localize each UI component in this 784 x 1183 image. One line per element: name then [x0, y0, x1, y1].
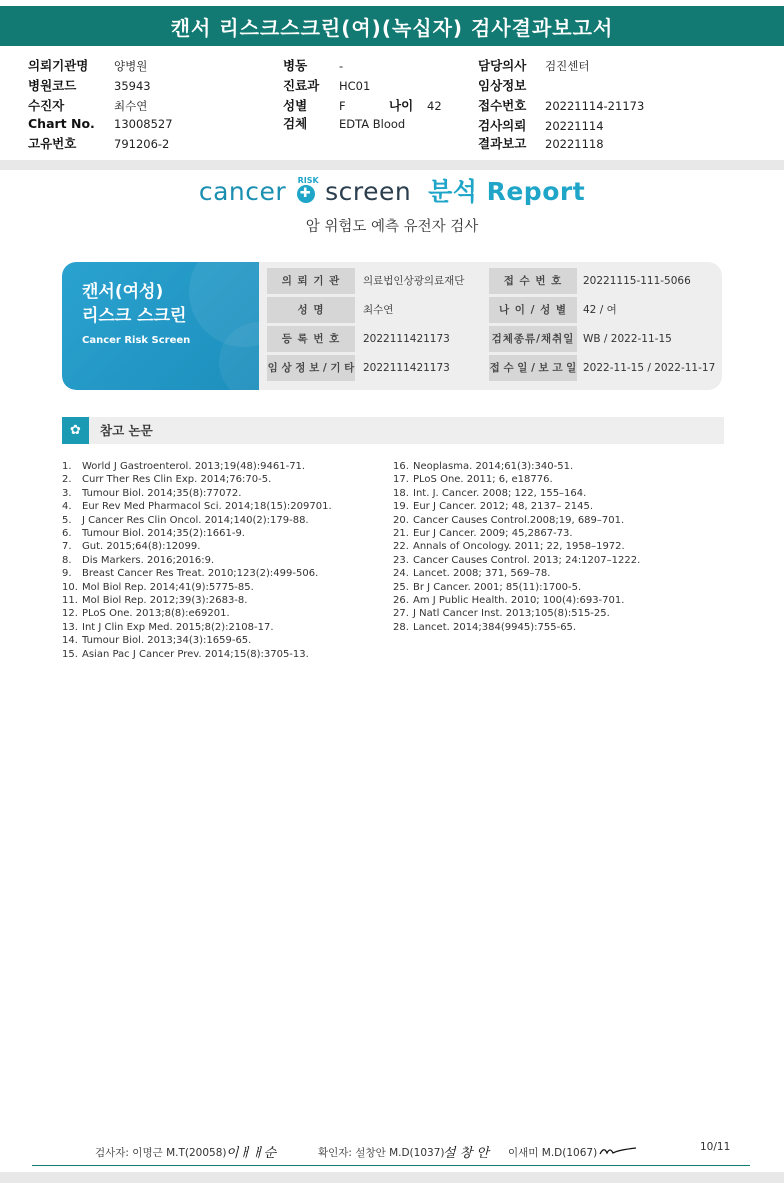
header-label: Chart No.	[28, 116, 95, 131]
reference-text: Tumour Biol. 2013;34(3):1659-65.	[82, 635, 252, 647]
header-value: F	[339, 99, 346, 113]
header-row-sex	[283, 96, 442, 114]
reference-text: Neoplasma. 2014;61(3):340-51.	[413, 461, 574, 472]
reference-text: Int. J. Cancer. 2008; 122, 155–164.	[413, 487, 587, 499]
reference-text: Asian Pac J Cancer Prev. 2014;15(8):3705-13.	[82, 648, 309, 660]
reference-item	[393, 594, 624, 607]
info-value: WB / 2022-11-15	[583, 333, 672, 345]
reference-item	[393, 554, 640, 567]
header-label: 접수번호	[478, 98, 527, 113]
info-value: 20221115-111-5066	[583, 275, 691, 287]
panel-title-en: Cancer Risk Screen	[82, 335, 191, 346]
reference-item	[62, 527, 245, 540]
reference-text: Eur J Cancer. 2009; 45,2867-73.	[413, 528, 573, 539]
reference-item	[62, 607, 230, 620]
reference-number: 1.	[62, 461, 72, 472]
reference-text: Tumour Biol. 2014;35(2):1661-9.	[82, 528, 245, 539]
info-label: 등 록 번 호	[267, 326, 355, 352]
reference-text: Eur Rev Med Pharmacol Sci. 2014;18(15):209701.	[82, 501, 332, 513]
reference-item	[393, 514, 624, 527]
reference-number: 25.	[393, 581, 409, 593]
info-value: 최수연	[363, 304, 394, 316]
reference-item	[393, 540, 625, 553]
info-value: 2022-11-15 / 2022-11-17	[583, 362, 716, 374]
reference-text: Mol Biol Rep. 2012;39(3):2683-8.	[82, 595, 248, 606]
reference-number: 21.	[393, 528, 409, 539]
header-value: 13008527	[114, 117, 173, 131]
reference-text: Cancer Causes Control. 2013; 24:1207–1222.	[413, 554, 641, 566]
reference-text: Lancet. 2008; 371, 569–78.	[413, 568, 551, 580]
header-value: 791206-2	[114, 137, 170, 151]
header-row-hospital	[28, 56, 147, 74]
references-section-header	[62, 417, 724, 444]
header-row-clinical-info	[478, 76, 545, 94]
header-value: 20221118	[545, 137, 604, 151]
reference-item	[393, 607, 610, 620]
reference-text: PLoS One. 2011; 6, e18776.	[413, 474, 553, 486]
info-value: 2022111421173	[363, 333, 450, 345]
header-value: 최수연	[114, 99, 148, 113]
reference-number: 23.	[393, 554, 409, 566]
reference-item	[393, 487, 586, 500]
reference-text: Br J Cancer. 2001; 85(11):1700-5.	[413, 581, 582, 593]
header-value: 20221114	[545, 119, 604, 133]
panel-title-line1: 캔서(여성)	[82, 282, 164, 302]
brand-line	[199, 177, 585, 206]
header-label: 병동	[283, 58, 308, 73]
header-row-doctor	[478, 56, 589, 74]
footer-divider	[32, 1165, 750, 1166]
header-row-chart-no	[28, 116, 173, 131]
reference-item	[393, 581, 581, 594]
header-label: 결과보고	[478, 136, 527, 151]
risk-shield-icon: ✚ RISK	[297, 185, 315, 203]
header-label: 임상정보	[478, 78, 527, 93]
header-label: 담당의사	[478, 58, 527, 73]
header-value: HC01	[339, 79, 371, 93]
reference-number: 18.	[393, 487, 409, 499]
references-title: 참고 논문	[100, 423, 153, 438]
header-row-hospital-code	[28, 76, 151, 94]
reference-item	[62, 634, 251, 647]
header-value: 35943	[114, 79, 151, 93]
brand-word-report: 분석 Report	[428, 177, 586, 206]
reference-text: Cancer Causes Control.2008;19, 689–701.	[413, 514, 625, 526]
header-label: 검체	[283, 116, 308, 131]
reference-number: 11.	[62, 595, 78, 606]
header-label: 성별	[283, 98, 308, 113]
header-label: 의뢰기관명	[28, 58, 89, 73]
header-value: EDTA Blood	[339, 117, 406, 131]
header-row-unique-no	[28, 134, 169, 152]
reference-text: Int J Clin Exp Med. 2015;8(2):2108-17.	[82, 621, 274, 633]
report-subtitle: 암 위험도 예측 유전자 검사	[305, 219, 479, 235]
reference-item	[62, 487, 241, 500]
header-row-ward	[283, 56, 343, 74]
header-label: 고유번호	[28, 136, 77, 151]
bottom-band	[0, 1172, 784, 1183]
doctor2-label: 이새미 M.D(1067)	[508, 1147, 598, 1159]
header-value: -	[339, 59, 344, 73]
info-label: 임 상 정 보 / 기 타	[267, 355, 355, 381]
reference-text: PLoS One. 2013;8(8):e69201.	[82, 608, 230, 620]
reference-item	[393, 567, 550, 580]
reference-number: 27.	[393, 608, 409, 620]
reference-number: 13.	[62, 621, 78, 633]
info-label: 접 수 번 호	[489, 268, 577, 294]
confirmer-label: 확인자: 설창안 M.D(1037)	[318, 1147, 445, 1159]
reference-text: Lancet. 2014;384(9945):755-65.	[413, 621, 577, 633]
reference-number: 20.	[393, 514, 409, 526]
reference-text: Am J Public Health. 2010; 100(4):693-701.	[413, 595, 625, 606]
reference-number: 15.	[62, 648, 78, 660]
reference-text: Breast Cancer Res Treat. 2010;123(2):499-506.	[82, 568, 319, 580]
reference-item	[62, 621, 274, 634]
header-row-request-date	[478, 116, 604, 134]
tester-label: 검사자: 이명근 M.T(20058)	[95, 1147, 227, 1159]
header-row-department	[283, 76, 370, 94]
header-divider	[0, 160, 784, 170]
reference-number: 22.	[393, 541, 409, 553]
reference-number: 5.	[62, 514, 72, 526]
header-label-age: 나이	[389, 98, 414, 113]
reference-item	[62, 581, 254, 594]
reference-item	[62, 594, 247, 607]
info-value: 의료법인상광의료재단	[363, 275, 465, 287]
info-label: 검체종류/채취일	[489, 326, 577, 352]
confirmer-signature: 설 창 안	[443, 1146, 489, 1161]
header-value-age: 42	[427, 99, 442, 113]
header-label: 진료과	[283, 78, 320, 93]
reference-text: Annals of Oncology. 2011; 22, 1958–1972.	[413, 541, 625, 553]
reference-number: 28.	[393, 621, 409, 633]
reference-item	[62, 567, 318, 580]
reference-text: World J Gastroenterol. 2013;19(48):9461-71.	[82, 461, 306, 472]
reference-item	[62, 500, 332, 513]
brand-word-cancer: cancer	[198, 177, 287, 206]
info-label: 접 수 일 / 보 고 일	[489, 355, 577, 381]
reference-item	[62, 460, 305, 473]
reference-item	[393, 500, 593, 513]
reference-text: Eur J Cancer. 2012; 48, 2137– 2145.	[413, 501, 594, 513]
reference-number: 24.	[393, 568, 409, 580]
patient-header	[0, 52, 784, 158]
reference-number: 9.	[62, 568, 72, 580]
header-label: 수진자	[28, 98, 65, 113]
reference-text: Curr Ther Res Clin Exp. 2014;76:70-5.	[82, 474, 272, 486]
header-label: 검사의뢰	[478, 118, 527, 133]
reference-item	[62, 540, 200, 553]
brand-logo	[0, 172, 784, 208]
header-row-specimen	[283, 114, 405, 132]
reference-number: 16.	[393, 461, 409, 472]
reference-number: 17.	[393, 474, 409, 486]
reference-text: J Cancer Res Clin Oncol. 2014;140(2):179-88.	[82, 514, 309, 526]
info-label: 의 뢰 기 관	[267, 268, 355, 294]
reference-number: 19.	[393, 501, 409, 513]
reference-number: 8.	[62, 554, 72, 566]
reference-item	[62, 554, 214, 567]
reference-number: 4.	[62, 501, 72, 513]
brand-word-screen: screen	[325, 177, 412, 206]
reference-item	[393, 460, 573, 473]
reference-item	[393, 527, 573, 540]
reference-item	[393, 621, 576, 634]
brain-icon: ✿	[62, 417, 89, 444]
info-label: 나 이 / 성 별	[489, 297, 577, 323]
panel-title-line2: 리스크 스크린	[82, 306, 187, 326]
reference-item	[62, 473, 271, 486]
reference-text: Mol Biol Rep. 2014;41(9):5775-85.	[82, 581, 254, 593]
brand-risk-label: RISK	[297, 176, 319, 185]
panel-title	[82, 280, 186, 328]
reference-number: 2.	[62, 474, 72, 486]
reference-item	[62, 648, 309, 661]
header-row-receipt-no	[478, 96, 644, 114]
header-value: 20221114-21173	[545, 99, 645, 113]
header-value: 검진센터	[545, 59, 590, 73]
reference-number: 12.	[62, 608, 78, 620]
report-title: 캔서 리스크스크린(여)(녹십자) 검사결과보고서	[0, 6, 784, 46]
page-number: 10/11	[700, 1141, 731, 1153]
reference-number: 6.	[62, 528, 72, 539]
reference-item	[393, 473, 553, 486]
reference-text: Gut. 2015;64(8):12099.	[82, 541, 201, 553]
reference-number: 10.	[62, 581, 78, 593]
reference-number: 7.	[62, 541, 72, 553]
reference-number: 26.	[393, 595, 409, 606]
doctor2-signature-icon	[598, 1144, 638, 1158]
header-value: 양병원	[114, 59, 148, 73]
header-row-report-date	[478, 134, 604, 152]
reference-number: 3.	[62, 487, 72, 499]
reference-text: Tumour Biol. 2014;35(8):77072.	[82, 487, 242, 499]
panel-title-block	[62, 262, 259, 390]
info-value: 2022111421173	[363, 362, 450, 374]
tester-signature: 이ㅐㅐ순	[226, 1146, 277, 1161]
header-label: 병원코드	[28, 78, 77, 93]
info-label: 성 명	[267, 297, 355, 323]
header-row-patient	[28, 96, 147, 114]
reference-text: J Natl Cancer Inst. 2013;105(8):515-25.	[413, 608, 610, 620]
test-info-panel	[62, 262, 722, 390]
reference-text: Dis Markers. 2016;2016:9.	[82, 554, 215, 566]
info-value: 42 / 여	[583, 304, 617, 316]
reference-item	[62, 514, 309, 527]
reference-number: 14.	[62, 635, 78, 647]
